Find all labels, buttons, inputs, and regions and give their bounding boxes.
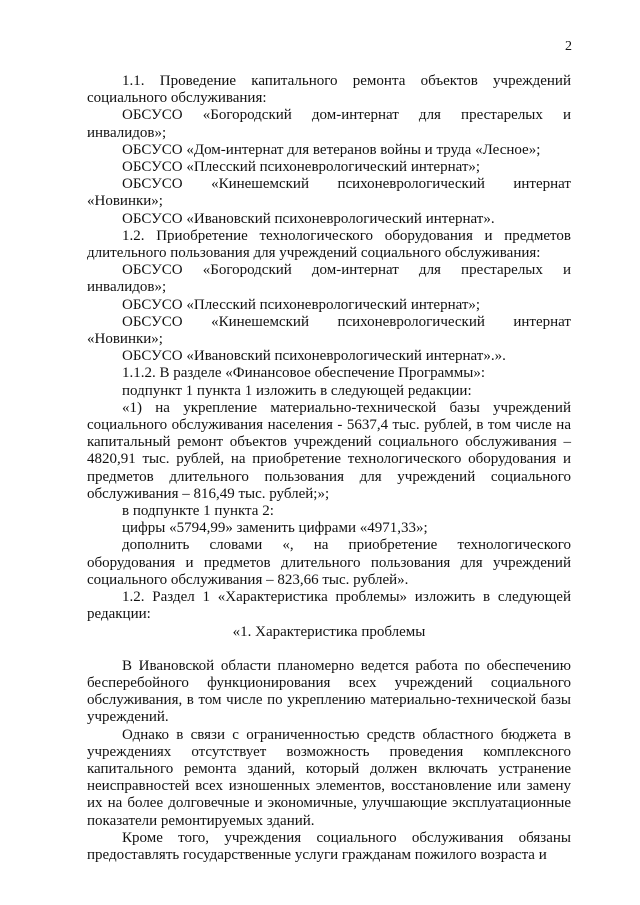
institution-item: ОБСУСО «Кинешемский психоневрологический интернат «Новинки»;	[87, 176, 571, 210]
body-paragraph: Однако в связи с ограниченностью средств областного бюджета в учреждениях отсутствует возможность проведения комплексного капитального ремонта зданий, который должен включать устранение неисправностей всех изношенных элементов, восстановление или замену их на более долговечные и экономичные, улучшающие эксплуатационные показатели ремонтируемых зданий.	[87, 726, 571, 829]
institution-item: ОБСУСО «Плесский психоневрологический интернат»;	[122, 159, 481, 176]
paragraph-1-2-section: 1.2. Раздел 1 «Характеристика проблемы» изложить в следующей редакции:	[87, 589, 571, 623]
addition-text: дополнить словами «, на приобретение технологического оборудования и предметов длительного пользования для учреждений социального обслуживания – 823,66 тыс. рублей».	[87, 537, 571, 588]
spacer	[87, 641, 571, 658]
paragraph-1-1-2: 1.1.2. В разделе «Финансовое обеспечение Программы»:	[122, 365, 486, 382]
figures-replacement: цифры «5794,99» заменить цифрами «4971,33»;	[122, 520, 428, 537]
institution-item: ОБСУСО «Плесский психоневрологический интернат»;	[122, 296, 481, 313]
institution-item: ОБСУСО «Богородский дом-интернат для престарелых и инвалидов»;	[87, 262, 571, 296]
institution-item: ОБСУСО «Дом-интернат для ветеранов войны и труда «Лесное»;	[122, 141, 541, 158]
section-heading: «1. Характеристика проблемы	[232, 623, 426, 640]
institution-item: ОБСУСО «Богородский дом-интернат для престарелых и инвалидов»;	[87, 107, 571, 141]
subpoint-instruction: в подпункте 1 пункта 2:	[122, 503, 274, 520]
body-paragraph: Кроме того, учреждения социального обслуживания обязаны предоставлять государственные услуги гражданам пожилого возраста и	[87, 829, 571, 863]
body-paragraph: В Ивановской области планомерно ведется работа по обеспечению бесперебойного функционирования всех учреждений социального обслуживания, в том числе по укреплению материально-технической базы учреждений.	[87, 657, 571, 726]
page-number: 2	[565, 39, 572, 54]
paragraph-1-2: 1.2. Приобретение технологического оборудования и предметов длительного пользования для учреждений социального обслуживания:	[87, 227, 571, 262]
document-body	[87, 73, 571, 864]
paragraph-1-1: 1.1. Проведение капитального ремонта объектов учреждений социального обслуживания:	[87, 73, 571, 107]
subpoint-instruction: подпункт 1 пункта 1 изложить в следующей редакции:	[122, 382, 472, 399]
institution-item: ОБСУСО «Ивановский психоневрологический интернат».	[122, 210, 495, 227]
institution-item: ОБСУСО «Кинешемский психоневрологический интернат «Новинки»;	[87, 313, 571, 348]
subpoint-text: «1) на укрепление материально-технической базы учреждений социального обслуживания населения - 5637,4 тыс. рублей, в том числе на капитальный ремонт объектов учреждений социального обслуживания – 4820,91 тыс. рублей, на приобретение технологического оборудования и предметов длительного пользования для учреждений социального обслуживания – 816,49 тыс. рублей;»;	[87, 399, 571, 502]
institution-item: ОБСУСО «Ивановский психоневрологический интернат».».	[122, 348, 506, 365]
